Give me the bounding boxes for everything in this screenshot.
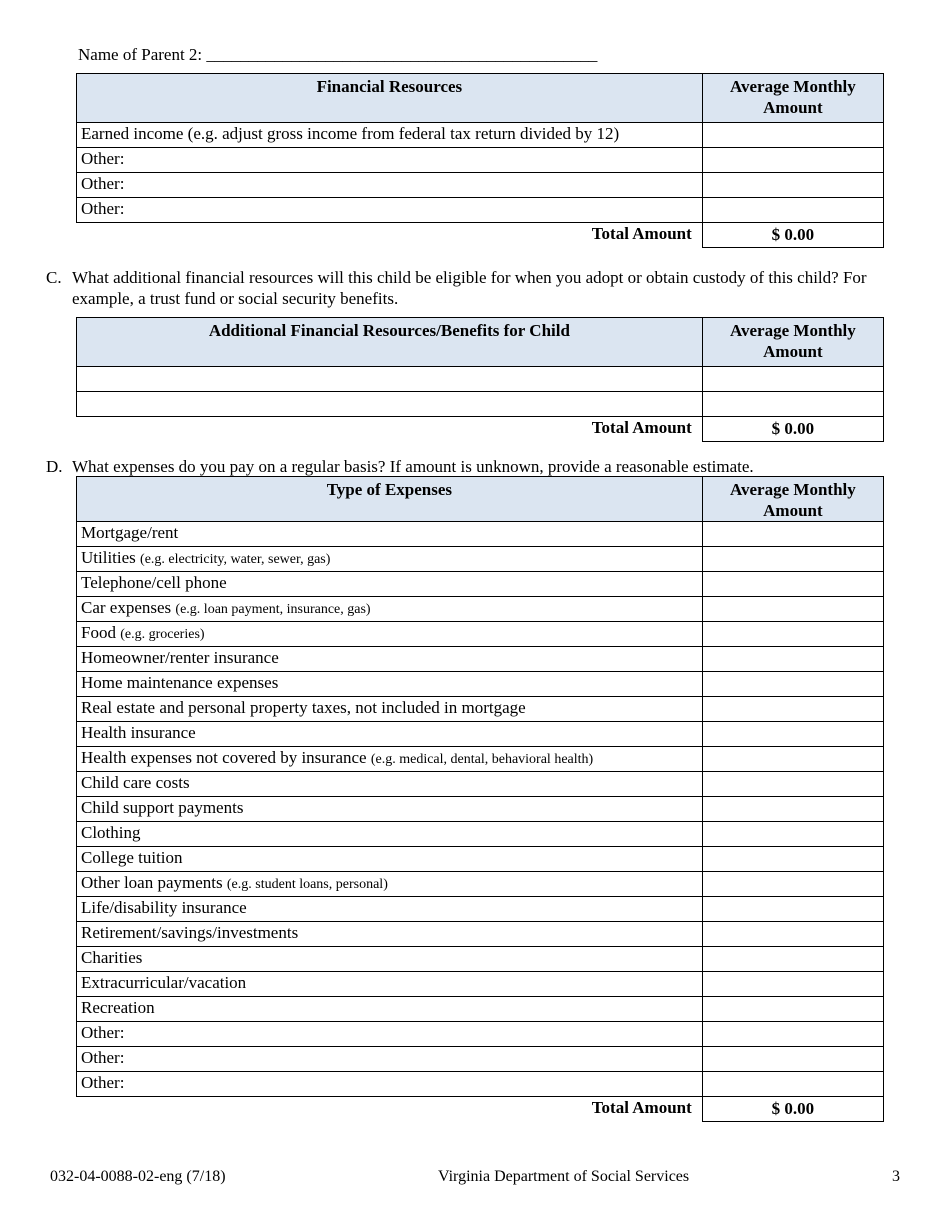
expense-note-text: (e.g. electricity, water, sewer, gas) <box>140 552 331 567</box>
table-row <box>77 872 884 897</box>
expense-label <box>77 547 703 572</box>
table-row <box>77 747 884 772</box>
section-c-letter: C. <box>46 268 62 287</box>
amount-cell[interactable] <box>702 622 883 647</box>
table-row <box>77 173 884 198</box>
expenses-header: Type of Expenses <box>77 477 703 522</box>
amount-cell[interactable] <box>702 1047 883 1072</box>
additional-resources-table <box>76 317 884 442</box>
row-label[interactable]: Other: <box>77 148 703 173</box>
expense-label <box>77 847 703 872</box>
row-label[interactable] <box>77 392 703 417</box>
table-row <box>77 672 884 697</box>
table-row <box>77 198 884 223</box>
amount-cell[interactable] <box>702 148 883 173</box>
expense-label <box>77 872 703 897</box>
expense-main-text: Clothing <box>81 823 141 842</box>
table-row <box>77 522 884 547</box>
row-label[interactable] <box>77 367 703 392</box>
table-row <box>77 847 884 872</box>
expense-main-text: Real estate and personal property taxes, not included in mortgage <box>81 698 526 717</box>
financial-resources-table <box>76 73 884 248</box>
expenses-table <box>76 476 884 1122</box>
total-row <box>77 1097 884 1122</box>
expense-main-text: Retirement/savings/investments <box>81 923 299 942</box>
table-row <box>77 947 884 972</box>
table-row <box>77 772 884 797</box>
expense-label[interactable] <box>77 1072 703 1097</box>
expense-label <box>77 947 703 972</box>
table-row <box>77 647 884 672</box>
total-value: $ 0.00 <box>702 417 883 442</box>
table-row <box>77 797 884 822</box>
expense-label[interactable] <box>77 1022 703 1047</box>
table-row <box>77 697 884 722</box>
amount-header: Average Monthly Amount <box>702 74 883 123</box>
expense-main-text: Extracurricular/vacation <box>81 973 247 992</box>
total-value: $ 0.00 <box>702 223 883 248</box>
expense-main-text: Charities <box>81 948 143 967</box>
expense-label <box>77 922 703 947</box>
expense-note-text: (e.g. loan payment, insurance, gas) <box>175 602 371 617</box>
form-number: 032-04-0088-02-eng (7/18) <box>50 1168 226 1185</box>
additional-resources-header: Additional Financial Resources/Benefits for Child <box>77 318 703 367</box>
row-label[interactable]: Other: <box>77 173 703 198</box>
parent2-line <box>78 45 597 65</box>
expense-main-text: Life/disability insurance <box>81 898 247 917</box>
expense-label <box>77 822 703 847</box>
expense-label <box>77 772 703 797</box>
amount-cell[interactable] <box>702 972 883 997</box>
expense-main-text: Car expenses <box>81 598 176 617</box>
amount-cell[interactable] <box>702 367 883 392</box>
amount-cell[interactable] <box>702 597 883 622</box>
amount-cell[interactable] <box>702 772 883 797</box>
amount-cell[interactable] <box>702 947 883 972</box>
section-c-text: What additional financial resources will this child be eligible for when you adopt or obtain custody of this child? For example, a trust fund or social security benefits. <box>72 268 867 308</box>
table-row <box>77 572 884 597</box>
amount-cell[interactable] <box>702 822 883 847</box>
table-row <box>77 997 884 1022</box>
expense-label[interactable] <box>77 1047 703 1072</box>
table-row <box>77 722 884 747</box>
expense-label <box>77 972 703 997</box>
amount-cell[interactable] <box>702 547 883 572</box>
section-d-text: What expenses do you pay on a regular basis? If amount is unknown, provide a reasonable estimate. <box>72 457 754 476</box>
total-row <box>77 417 884 442</box>
expense-note-text: (e.g. student loans, personal) <box>226 877 388 892</box>
amount-cell[interactable] <box>702 847 883 872</box>
amount-cell[interactable] <box>702 997 883 1022</box>
table-row <box>77 367 884 392</box>
amount-cell[interactable] <box>702 922 883 947</box>
amount-cell[interactable] <box>702 797 883 822</box>
amount-cell[interactable] <box>702 722 883 747</box>
row-label[interactable]: Other: <box>77 198 703 223</box>
table-row <box>77 1047 884 1072</box>
expense-main-text: Recreation <box>81 998 155 1017</box>
expense-label <box>77 522 703 547</box>
amount-cell[interactable] <box>702 1072 883 1097</box>
amount-cell[interactable] <box>702 198 883 223</box>
expense-main-text: Other: <box>81 1073 125 1092</box>
expense-main-text: Food <box>81 623 121 642</box>
row-label: Earned income (e.g. adjust gross income from federal tax return divided by 12) <box>77 123 703 148</box>
expense-main-text: Other: <box>81 1048 125 1067</box>
total-label: Total Amount <box>591 224 692 243</box>
expense-main-text: Mortgage/rent <box>81 523 179 542</box>
amount-cell[interactable] <box>702 897 883 922</box>
expense-main-text: Child care costs <box>81 773 190 792</box>
amount-cell[interactable] <box>702 392 883 417</box>
amount-cell[interactable] <box>702 173 883 198</box>
expense-main-text: College tuition <box>81 848 183 867</box>
table-row <box>77 597 884 622</box>
expense-label <box>77 597 703 622</box>
total-row <box>77 223 884 248</box>
expense-label <box>77 672 703 697</box>
expense-main-text: Other: <box>81 1023 125 1042</box>
table-row <box>77 547 884 572</box>
financial-resources-header: Financial Resources <box>77 74 703 123</box>
expense-main-text: Utilities <box>81 548 141 567</box>
total-value: $ 0.00 <box>702 1097 883 1122</box>
amount-cell[interactable] <box>702 522 883 547</box>
amount-cell[interactable] <box>702 123 883 148</box>
expense-note-text: (e.g. medical, dental, behavioral health) <box>370 752 594 767</box>
total-label: Total Amount <box>591 418 692 437</box>
agency-name: Virginia Department of Social Services <box>438 1168 690 1185</box>
table-row <box>77 897 884 922</box>
expense-label <box>77 747 703 772</box>
expense-label <box>77 647 703 672</box>
section-c-question <box>46 267 906 311</box>
table-row <box>77 622 884 647</box>
table-row <box>77 922 884 947</box>
expense-main-text: Other loan payments <box>81 873 227 892</box>
table-row <box>77 123 884 148</box>
expense-label <box>77 897 703 922</box>
expense-label <box>77 572 703 597</box>
table-row <box>77 1072 884 1097</box>
expense-main-text: Home maintenance expenses <box>81 673 279 692</box>
amount-cell[interactable] <box>702 747 883 772</box>
expense-label <box>77 997 703 1022</box>
page-number: 3 <box>892 1168 900 1185</box>
expense-label <box>77 697 703 722</box>
expense-main-text: Telephone/cell phone <box>81 573 227 592</box>
expense-main-text: Homeowner/renter insurance <box>81 648 279 667</box>
amount-cell[interactable] <box>702 572 883 597</box>
expense-label <box>77 622 703 647</box>
amount-cell[interactable] <box>702 872 883 897</box>
amount-header: Average Monthly Amount <box>702 318 883 367</box>
amount-cell[interactable] <box>702 647 883 672</box>
amount-header: Average Monthly Amount <box>702 477 883 522</box>
amount-cell[interactable] <box>702 697 883 722</box>
amount-cell[interactable] <box>702 1022 883 1047</box>
expense-main-text: Health insurance <box>81 723 196 742</box>
amount-cell[interactable] <box>702 672 883 697</box>
parent2-label: Name of Parent 2: <box>78 45 207 64</box>
table-row <box>77 392 884 417</box>
expense-main-text: Child support payments <box>81 798 244 817</box>
parent2-name-field[interactable]: ______________________________________________ <box>206 45 598 64</box>
expense-label <box>77 722 703 747</box>
expense-main-text: Health expenses not covered by insurance <box>81 748 371 767</box>
table-row <box>77 148 884 173</box>
expense-label <box>77 797 703 822</box>
expense-note-text: (e.g. groceries) <box>120 627 205 642</box>
section-d-question <box>46 456 906 478</box>
section-d-letter: D. <box>46 457 63 476</box>
table-row <box>77 972 884 997</box>
table-row <box>77 822 884 847</box>
table-row <box>77 1022 884 1047</box>
total-label: Total Amount <box>591 1098 692 1117</box>
